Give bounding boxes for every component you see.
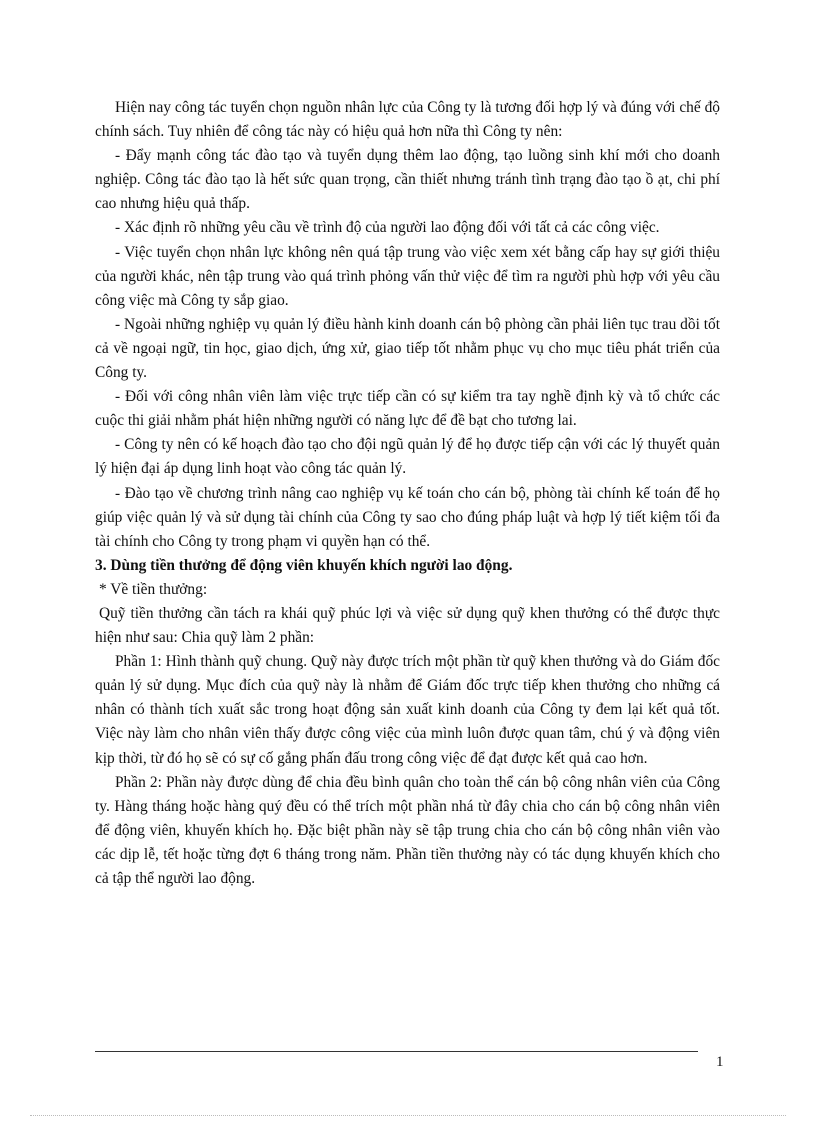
section-heading: 3. Dùng tiền thưởng để động viên khuyến khích người lao động. <box>95 556 513 574</box>
paragraph: - Ngoài những nghiệp vụ quản lý điều hành kinh doanh cán bộ phòng cần phải liên tục trau dồi tốt cả về ngoại ngữ, tin học, giao dịch, ứng xử, giao tiếp tốt nhằm phục vụ cho mục tiêu phát triển của Công ty. <box>95 315 720 382</box>
paragraph: Quỹ tiền thưởng cần tách ra khái quỹ phúc lợi và việc sử dụng quỹ khen thưởng có thể được thực hiện như sau: Chia quỹ làm 2 phần: <box>95 604 720 647</box>
paragraph: - Đối với công nhân viên làm việc trực tiếp cần có sự kiểm tra tay nghề định kỳ và tổ chức các cuộc thi giải nhằm phát hiện những người có năng lực để đề bạt cho tương lai. <box>95 388 720 430</box>
paragraph: - Xác định rõ những yêu cầu về trình độ của người lao động đối với tất cả các công việc. <box>115 219 660 237</box>
paragraph: - Công ty nên có kế hoạch đào tạo cho đội ngũ quản lý để họ được tiếp cận với các lý thuyết quản lý hiện đại áp dụng linh hoạt vào công tác quản lý. <box>95 436 720 478</box>
footer-divider <box>95 1051 698 1052</box>
paragraph: Phần 2: Phần này được dùng để chia đều bình quân cho toàn thể cán bộ công nhân viên của Công ty. Hàng tháng hoặc hàng quý đều có thể trích một phần nhá từ đây chia cho cán bộ công nhân viên để động viên, khuyến khích họ. Đặc biệt phần này sẽ tập trung chia cho cán bộ công nhân viên vào các dịp lễ, tết hoặc từng đợt 6 tháng trong năm. Phần tiền thưởng này có tác dụng khuyến khích cho cả tập thể người lao động. <box>95 773 720 887</box>
paragraph: - Đẩy mạnh công tác đào tạo và tuyển dụng thêm lao động, tạo luồng sinh khí mới cho doanh nghiệp. Công tác đào tạo là hết sức quan trọng, cần thiết nhưng tránh tình trạng đào tạo ồ ạt, chi phí cao nhưng hiệu quả thấp. <box>95 147 720 213</box>
page-edge-divider <box>30 1115 786 1116</box>
paragraph: Hiện nay công tác tuyển chọn nguồn nhân lực của Công ty là tương đối hợp lý và đúng với chế độ chính sách. Tuy nhiên để công tác này có hiệu quả hơn nữa thì Công ty nên: <box>95 99 720 141</box>
paragraph: Phần 1: Hình thành quỹ chung. Quỹ này được trích một phần từ quỹ khen thưởng và do Giám đốc quản lý sử dụng. Mục đích của quỹ này là nhằm để Giám đốc trực tiếp khen thưởng cho những cá nhân có thành tích xuất sắc trong hoạt động sản xuất kinh doanh của Công ty đem lại kết quả tốt. Việc này làm cho nhân viên thấy được công việc của mình luôn được quan tâm, chú ý và động viên kịp thời, từ đó họ sẽ có sự cố gắng phấn đấu trong công việc để đạt được kết quả cao hơn. <box>95 653 720 767</box>
page-number: 1 <box>716 1054 724 1070</box>
paragraph: - Đào tạo về chương trình nâng cao nghiệp vụ kế toán cho cán bộ, phòng tài chính kế toán để họ giúp việc quản lý và sử dụng tài chính của Công ty sao cho đúng pháp luật và hợp lý tiết kiệm tối đa tài chính cho Công ty trong phạm vi quyền hạn có thể. <box>95 484 720 550</box>
subheading: * Về tiền thưởng: <box>99 580 208 598</box>
paragraph: - Việc tuyển chọn nhân lực không nên quá tập trung vào việc xem xét bằng cấp hay sự giới thiệu của người khác, nên tập trung vào quá trình phỏng vấn thử việc để tìm ra người phù hợp với yêu cầu công việc mà Công ty sắp giao. <box>95 243 720 309</box>
document-body <box>95 96 720 891</box>
